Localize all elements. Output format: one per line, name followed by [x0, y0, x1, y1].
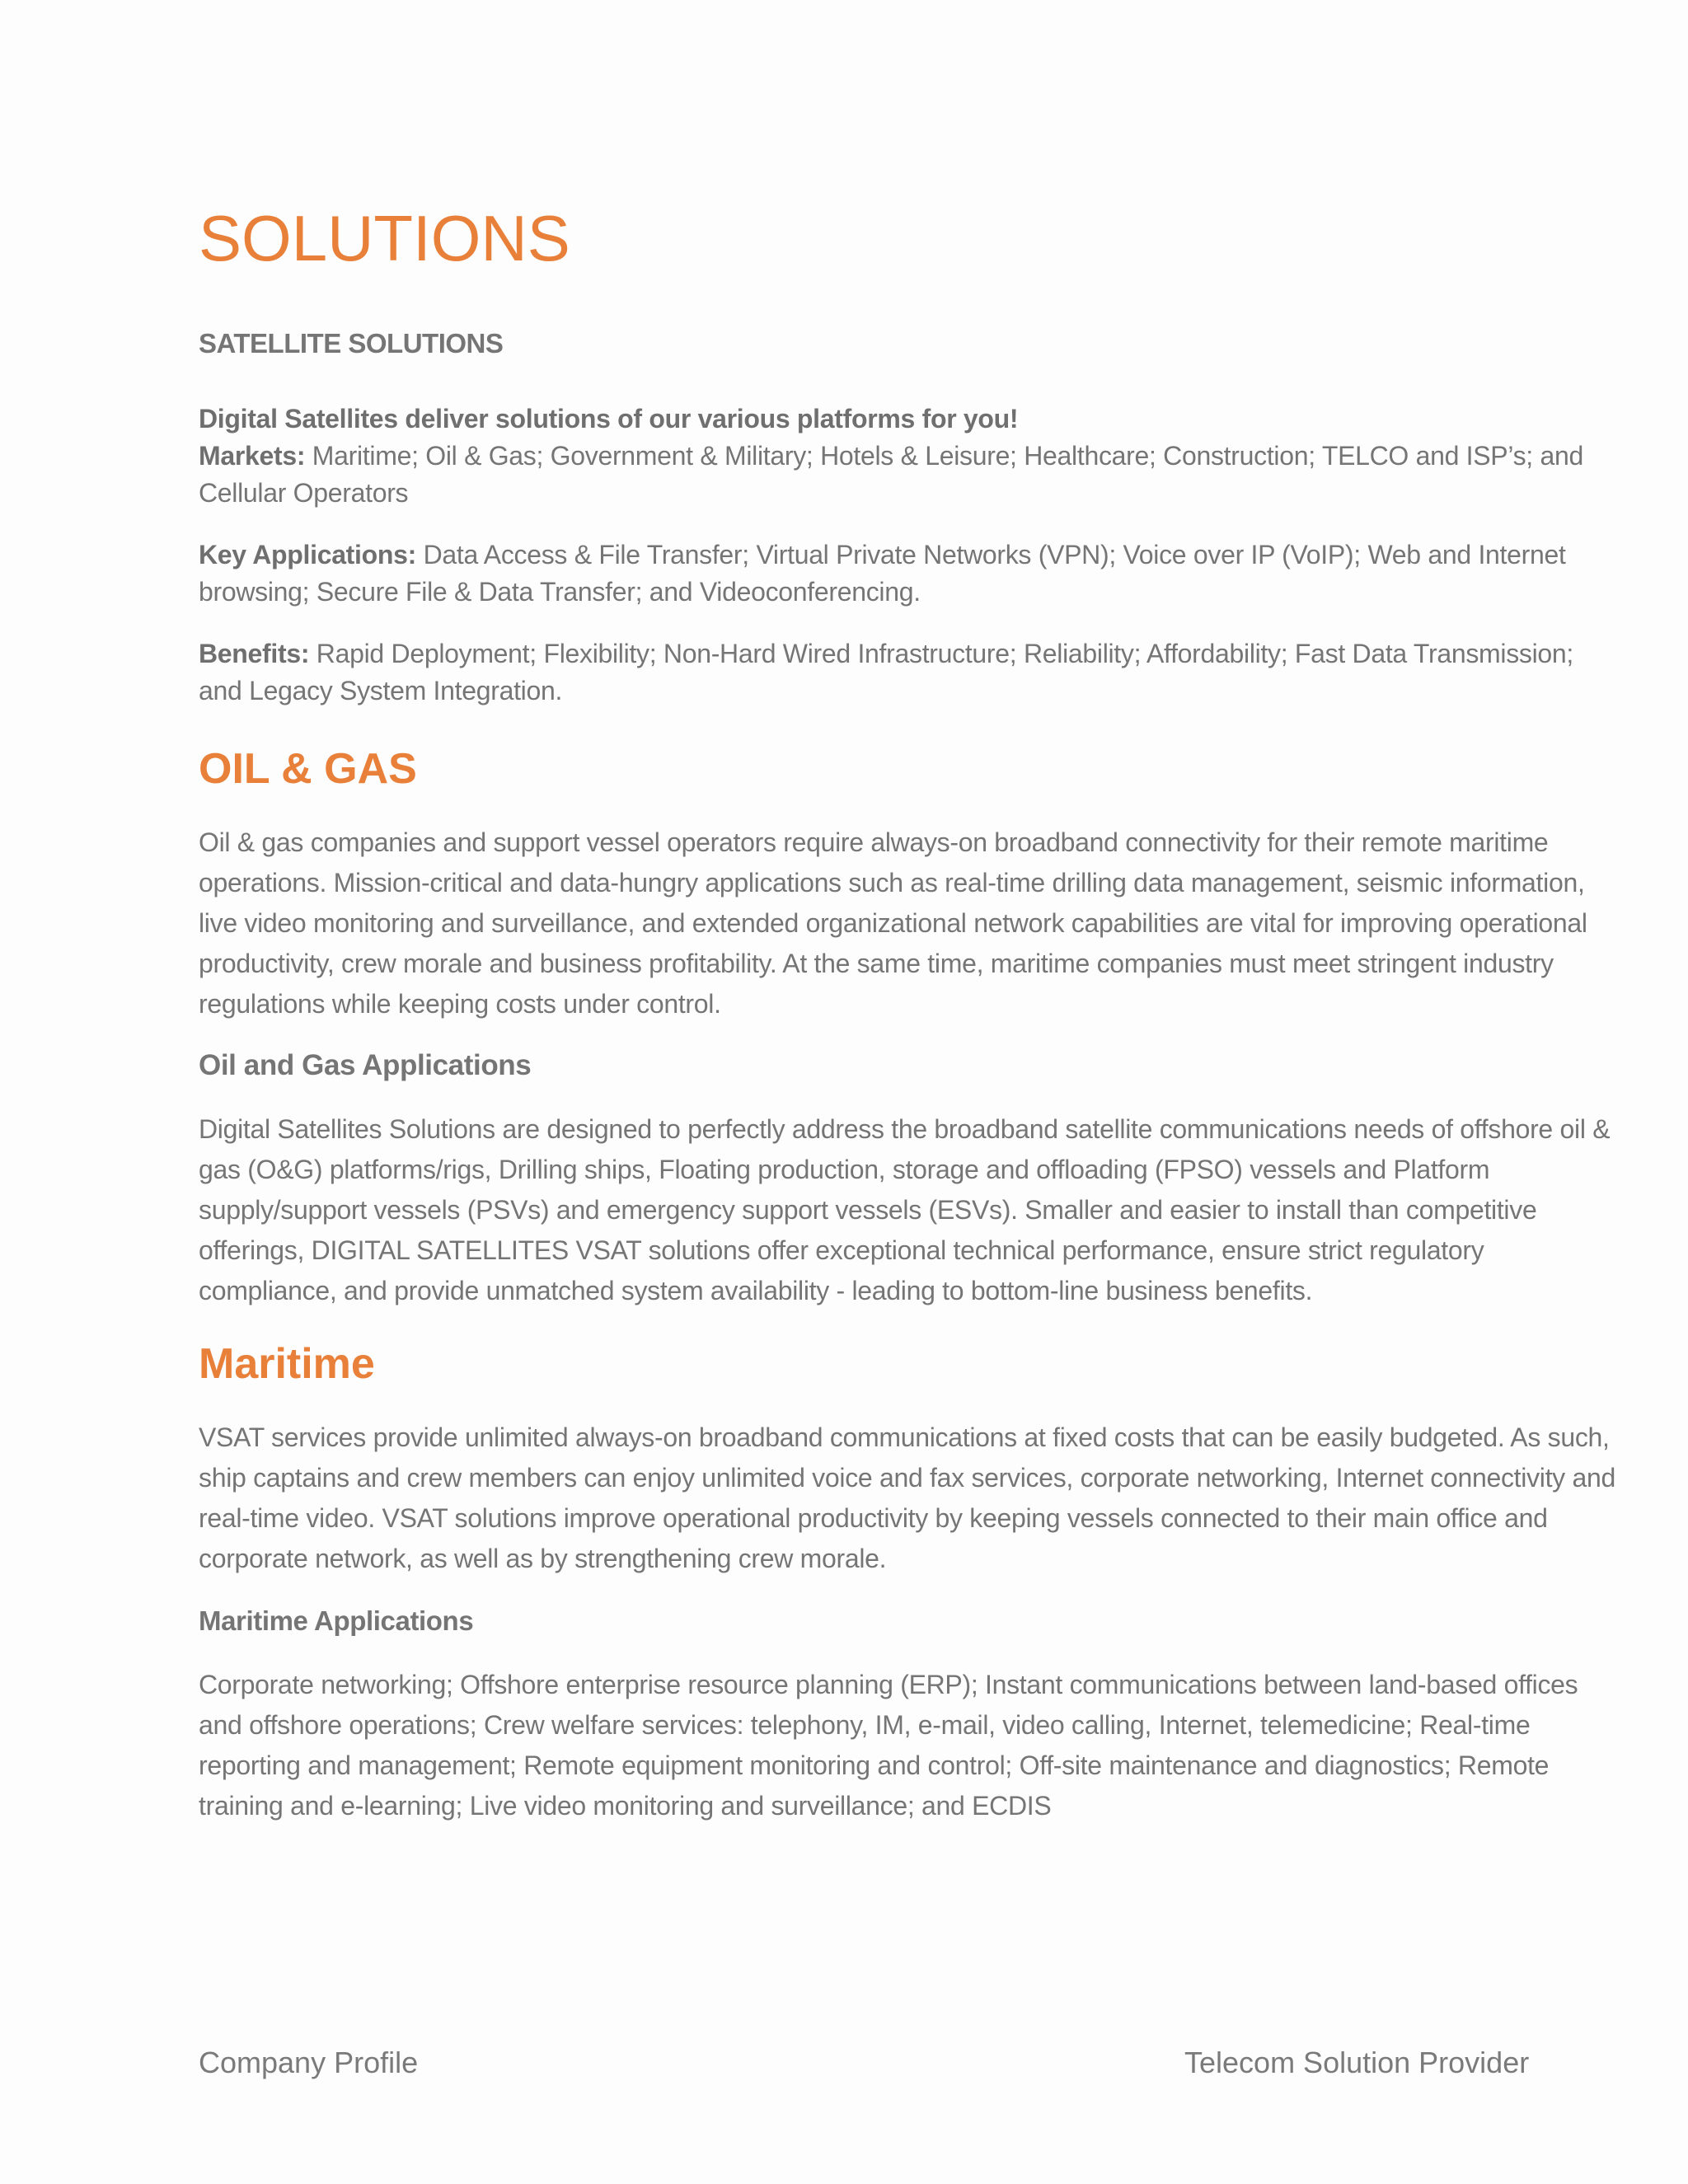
footer-telecom-provider: Telecom Solution Provider: [1184, 2046, 1530, 2079]
page-title: SOLUTIONS: [199, 202, 570, 274]
benefits-label: Benefits:: [199, 639, 310, 668]
page-subtitle: SATELLITE SOLUTIONS: [199, 328, 504, 359]
oil-gas-applications-heading: Oil and Gas Applications: [199, 1049, 532, 1081]
key-applications-label: Key Applications:: [199, 540, 416, 569]
oil-gas-heading: OIL & GAS: [199, 745, 417, 793]
maritime-heading: Maritime: [199, 1340, 375, 1388]
maritime-applications-heading: Maritime Applications: [199, 1605, 474, 1636]
intro-block: [199, 401, 1616, 512]
benefits-text: Rapid Deployment; Flexibility; Non-Hard Wired Infrastructure; Reliability; Affordability; Fast Data Transmission; and Legacy System Integration.: [199, 639, 1574, 705]
oil-gas-applications-body: Digital Satellites Solutions are designed to perfectly address the broadband satellite communications needs of offshore oil & gas (O&G) platforms/rigs, Drilling ships, Floating production, storage and offloading (FPSO) vessels and Platform supply/support vessels (PSVs) and emergency support vessels (ESVs). Smaller and easier to install than competitive offerings, DIGITAL SATELLITES VSAT solutions offer exceptional technical performance, ensure strict regulatory compliance, and provide unmatched system availability - leading to bottom-line business benefits.: [199, 1114, 1611, 1305]
key-applications-block: [199, 537, 1616, 611]
maritime-body: VSAT services provide unlimited always-on broadband communications at fixed costs that can be easily budgeted. As such, ship captains and crew members can enjoy unlimited voice and fax services, corporate networking, Internet connectivity and real-time video. VSAT solutions improve operational productivity by keeping vessels connected to their main office and corporate network, as well as by strengthening crew morale.: [199, 1422, 1615, 1573]
markets-label: Markets:: [199, 441, 306, 471]
key-applications-text: Data Access & File Transfer; Virtual Private Networks (VPN); Voice over IP (VoIP); Web and Internet browsing; Secure File & Data Transfer; and Videoconferencing.: [199, 540, 1566, 607]
maritime-applications-body: Corporate networking; Offshore enterprise resource planning (ERP); Instant communications between land-based offices and offshore operations; Crew welfare services: telephony, IM, e-mail, video calling, Internet, telemedicine; Real-time reporting and management; Remote equipment monitoring and control; Off-site maintenance and diagnostics; Remote training and e-learning; Live video monitoring and surveillance; and ECDIS: [199, 1670, 1578, 1821]
intro-headline: Digital Satellites deliver solutions of our various platforms for you!: [199, 404, 1019, 434]
document-page: [199, 0, 1616, 2184]
benefits-block: [199, 635, 1616, 710]
markets-text: Maritime; Oil & Gas; Government & Military; Hotels & Leisure; Healthcare; Construction; TELCO and ISP’s; and Cellular Operators: [199, 441, 1583, 508]
oil-gas-body: Oil & gas companies and support vessel operators require always-on broadband connectivity for their remote maritime operations. Mission-critical and data-hungry applications such as real-time drilling data management, seismic information, live video monitoring and surveillance, and extended organizational network capabilities are vital for improving operational productivity, crew morale and business profitability. At the same time, maritime companies must meet stringent industry regulations while keeping costs under control.: [199, 827, 1587, 1019]
footer-company-profile: Company Profile: [199, 2046, 419, 2079]
